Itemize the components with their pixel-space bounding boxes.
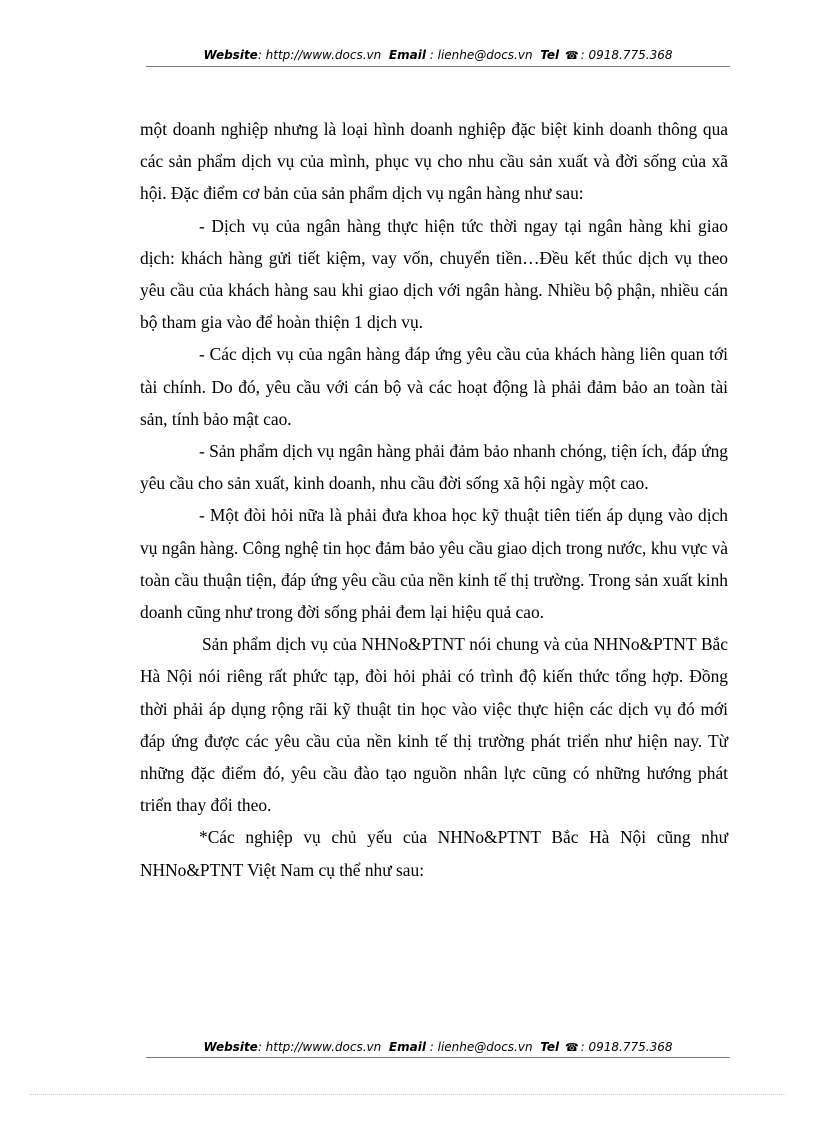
body-paragraph-4: - Sản phẩm dịch vụ ngân hàng phải đảm bảo nhanh chóng, tiện ích, đáp ứng yêu cầu cho sản xuất, kinh doanh, nhu cầu đời sống xã hội ngày một cao.	[140, 441, 728, 494]
body-paragraph-6: Sản phẩm dịch vụ của NHNo&PTNT nói chung và của NHNo&PTNT Bắc Hà Nội nói riêng rất phức tạp, đòi hỏi phải có trình độ kiến thức tổng hợp. Đồng thời phải áp dụng rộng rãi kỹ thuật tin học vào việc thực hiện các dịch vụ đó mới đáp ứng được các yêu cầu của nền kinh tế thị trường phát triển như hiện nay. Từ những đặc điểm đó, yêu cầu đào tạo nguồn nhân lực cũng có những hướng phát triển thay đổi theo.	[140, 634, 728, 816]
body-paragraph-3: - Các dịch vụ của ngân hàng đáp ứng yêu cầu của khách hàng liên quan tới tài chính. Do đó, yêu cầu với cán bộ và các hoạt động là phải đảm bảo an toàn tài sản, tính bảo mật cao.	[140, 344, 728, 429]
footer-website-url[interactable]: : http://www.docs.vn	[257, 1040, 382, 1054]
body-paragraph-5: - Một đòi hỏi nữa là phải đưa khoa học kỹ thuật tiên tiến áp dụng vào dịch vụ ngân hàng. Công nghệ tin học đảm bảo yêu cầu giao dịch trong nước, khu vực và toàn cầu thuận tiện, đáp ứng yêu cầu của nền kinh tế thị trường. Trong sản xuất kinh doanh cũng như trong đời sống phải đem lại hiệu quả cao.	[140, 505, 728, 623]
footer-tel-label: Tel	[540, 1040, 560, 1054]
footer-tel-value: : 0918.775.368	[580, 1040, 673, 1054]
body-paragraph-1: một doanh nghiệp nhưng là loại hình doanh nghiệp đặc biệt kinh doanh thông qua các sản phẩm dịch vụ của mình, phục vụ cho nhu cầu sản xuất và đời sống của xã hội. Đặc điểm cơ bản của sản phẩm dịch vụ ngân hàng như sau:	[140, 119, 728, 204]
header-tel-value: : 0918.775.368	[580, 48, 673, 62]
body-paragraph-7: *Các nghiệp vụ chủ yếu của NHNo&PTNT Bắc Hà Nội cũng như NHNo&PTNT Việt Nam cụ thể như sau:	[140, 827, 728, 880]
footer-email-value[interactable]: : lienhe@docs.vn	[425, 1040, 533, 1054]
page-header	[146, 48, 730, 62]
header-website-label: Website	[203, 48, 258, 62]
header-divider	[146, 66, 730, 67]
header-email-label: Email	[388, 48, 426, 62]
footer-email-label: Email	[388, 1040, 426, 1054]
page-footer	[146, 1040, 730, 1054]
header-email-value[interactable]: : lienhe@docs.vn	[425, 48, 533, 62]
footer-website-label: Website	[203, 1040, 258, 1054]
telephone-icon: ☎	[564, 1041, 579, 1054]
header-tel-label: Tel	[540, 48, 560, 62]
body-paragraph-2: - Dịch vụ của ngân hàng thực hiện tức thời ngay tại ngân hàng khi giao dịch: khách hàng gửi tiết kiệm, vay vốn, chuyển tiền…Đều kết thúc dịch vụ theo yêu cầu của khách hàng sau khi giao dịch với ngân hàng. Nhiều bộ phận, nhiều cán bộ tham gia vào để hoàn thiện 1 dịch vụ.	[140, 215, 728, 333]
footer-divider	[146, 1057, 730, 1058]
telephone-icon: ☎	[564, 49, 579, 62]
header-website-url[interactable]: : http://www.docs.vn	[257, 48, 382, 62]
page-bottom-border	[30, 1094, 786, 1095]
page-content	[140, 113, 728, 886]
